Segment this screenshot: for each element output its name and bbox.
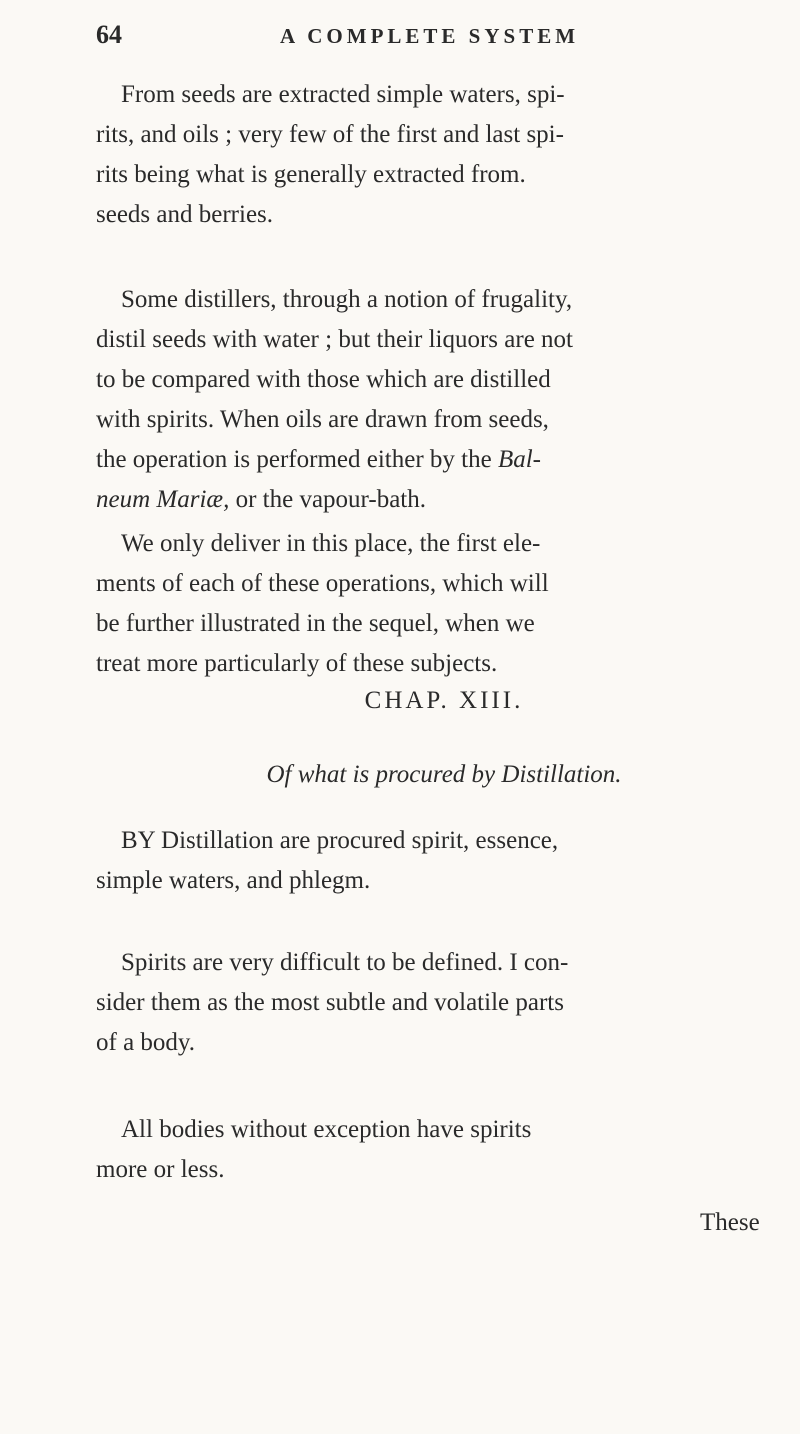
text-line: more or less. [96,1156,225,1183]
text-line: simple waters, and phlegm. [96,867,371,894]
text-line: of a body. [96,1029,196,1056]
text-line: with spirits. When oils are drawn from seeds, [96,406,549,433]
paragraph-1 [96,75,792,235]
paragraph-6 [96,1110,792,1190]
paragraph-5 [96,943,792,1063]
paragraph-4 [96,821,792,901]
italic-segment: neum Mariæ, [96,486,230,513]
text-line: seeds and berries. [96,201,274,228]
chapter-heading: CHAP. XIII. [364,687,524,714]
italic-segment: Bal- [497,446,541,473]
paragraph-2 [96,280,792,520]
paragraph-3 [96,524,792,684]
chapter-subtitle: Of what is procured by Distillation. [266,761,622,788]
text-line: Spirits are very difficult to be defined. I con- [121,949,569,976]
running-head [96,20,736,60]
text-segment: or the vapour-bath. [229,486,426,513]
text-line: rits, and oils ; very few of the first and last spi- [96,121,564,148]
text-line: All bodies without exception have spirits [121,1116,532,1143]
text-line: sider them as the most subtle and volatile parts [96,989,564,1016]
text-line [96,480,792,520]
text-line: rits being what is generally extracted from. [96,161,526,188]
text-segment: the operation is performed either by the [96,446,498,473]
text-line: ments of each of these operations, which will [96,570,549,597]
text-line: BY Distillation are procured spirit, essence, [121,827,559,854]
catchword: These [700,1209,760,1236]
text-line: to be compared with those which are distilled [96,366,551,393]
text-line: Some distillers, through a notion of frugality, [121,286,573,313]
text-line [96,440,792,480]
text-line: treat more particularly of these subjects. [96,650,498,677]
text-line: We only deliver in this place, the first ele- [121,530,541,557]
page-number: 64 [96,20,122,49]
text-line: be further illustrated in the sequel, when we [96,610,535,637]
text-line: distil seeds with water ; but their liquors are not [96,326,573,353]
text-line: From seeds are extracted simple waters, spi- [121,81,565,108]
running-title: A COMPLETE SYSTEM [280,24,580,48]
